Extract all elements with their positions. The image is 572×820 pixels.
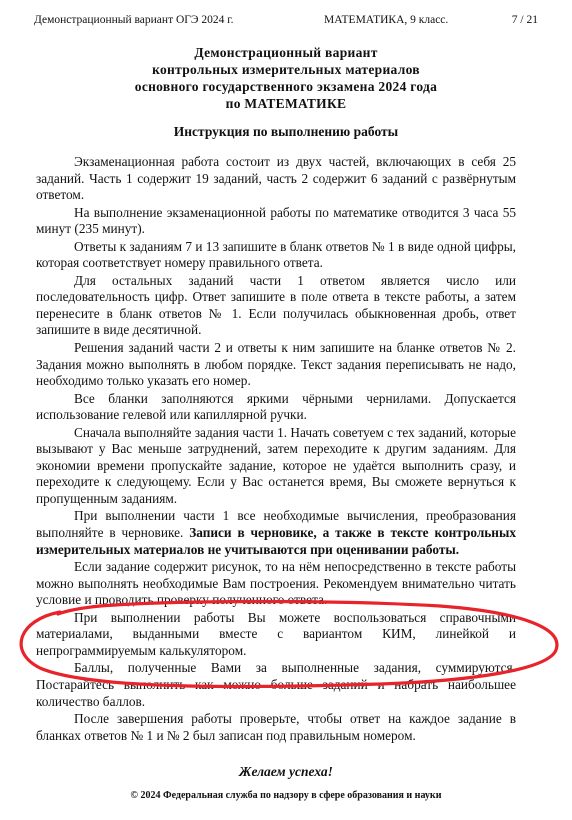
paragraph-bold-note: Записи в черновике, а также в тексте контрольных измерительных материалов не учитываются при оценивании работы. bbox=[36, 525, 517, 557]
copyright-footer: © 2024 Федеральная служба по надзору в сфере образования и науки bbox=[130, 790, 442, 801]
paragraph: Если задание содержит рисунок, то на нём непосредственно в тексте работы можно выполнять необходимые Вам построения. Рекомендуем внимательно читать условие и проводить проверку полученного ответа. bbox=[36, 559, 516, 608]
paragraph: Для остальных заданий части 1 ответом является число или последовательность цифр. Ответ запишите в поле ответа в тексте работы, а затем перенесите в бланк ответов № 1. Если получилась обыкновенная дробь, ответ запишите в виде десятичной. bbox=[36, 272, 516, 338]
paragraph: Все бланки заполняются яркими чёрными чернилами. Допускается использование гелевой или капиллярной ручки. bbox=[36, 390, 516, 423]
title-line: основного государственного экзамена 2024 года bbox=[134, 79, 438, 94]
paragraph: Баллы, полученные Вами за выполненные задания, суммируются. Постарайтесь выполнить как можно больше заданий и набрать наибольшее количество баллов. bbox=[36, 660, 516, 709]
title-line: по МАТЕМАТИКЕ bbox=[225, 96, 347, 111]
header-document-name: Демонстрационный вариант ОГЭ 2024 г. bbox=[34, 14, 234, 26]
instruction-heading: Инструкция по выполнению работы bbox=[173, 124, 399, 139]
document-title bbox=[0, 44, 572, 112]
instruction-body bbox=[36, 154, 516, 744]
paragraph: При выполнении части 1 все необходимые вычисления, преобразования выполняйте в черновике. Записи в черновике, а также в тексте контрольных измерительных материалов не учитываются при оценивании работы. bbox=[36, 508, 517, 557]
paragraph-highlighted: При выполнении работы Вы можете воспользоваться справочными материалами, выданными вместе с вариантом КИМ, линейкой и непрограммируемым калькулятором. bbox=[36, 609, 516, 658]
page-header bbox=[34, 14, 538, 30]
header-subject: МАТЕМАТИКА, 9 класс. bbox=[324, 14, 449, 26]
paragraph: Ответы к заданиям 7 и 13 запишите в бланк ответов № 1 в виде одной цифры, которая соответствует номеру правильного ответа. bbox=[36, 238, 516, 271]
paragraph: Сначала выполняйте задания части 1. Начать советуем с тех заданий, которые вызывают у Вас меньше затруднений, затем переходите к другим заданиям. Для экономии времени пропускайте задание, которое не удаётся выполнить сразу, и переходите к следующему. Если у Вас останется время, Вы сможете вернуться к пропущенным заданиям. bbox=[36, 424, 516, 506]
title-line: Демонстрационный вариант bbox=[194, 45, 378, 60]
paragraph: Решения заданий части 2 и ответы к ним запишите на бланке ответов № 2. Задания можно выполнять в любом порядке. Текст задания переписывать не надо, необходимо только указать его номер. bbox=[36, 340, 516, 389]
title-line: контрольных измерительных материалов bbox=[152, 62, 420, 77]
paragraph: Экзаменационная работа состоит из двух частей, включающих в себя 25 заданий. Часть 1 содержит 19 заданий, часть 2 содержит 6 заданий с развёрнутым ответом. bbox=[36, 154, 516, 203]
paragraph: После завершения работы проверьте, чтобы ответ на каждое задание в бланках ответов № 1 и № 2 был записан под правильным номером. bbox=[36, 711, 516, 743]
good-luck-wish: Желаем успеха! bbox=[239, 764, 333, 779]
paragraph: На выполнение экзаменационной работы по математике отводится 3 часа 55 минут (235 минут). bbox=[36, 204, 516, 237]
header-page-number: 7 / 21 bbox=[511, 14, 538, 26]
